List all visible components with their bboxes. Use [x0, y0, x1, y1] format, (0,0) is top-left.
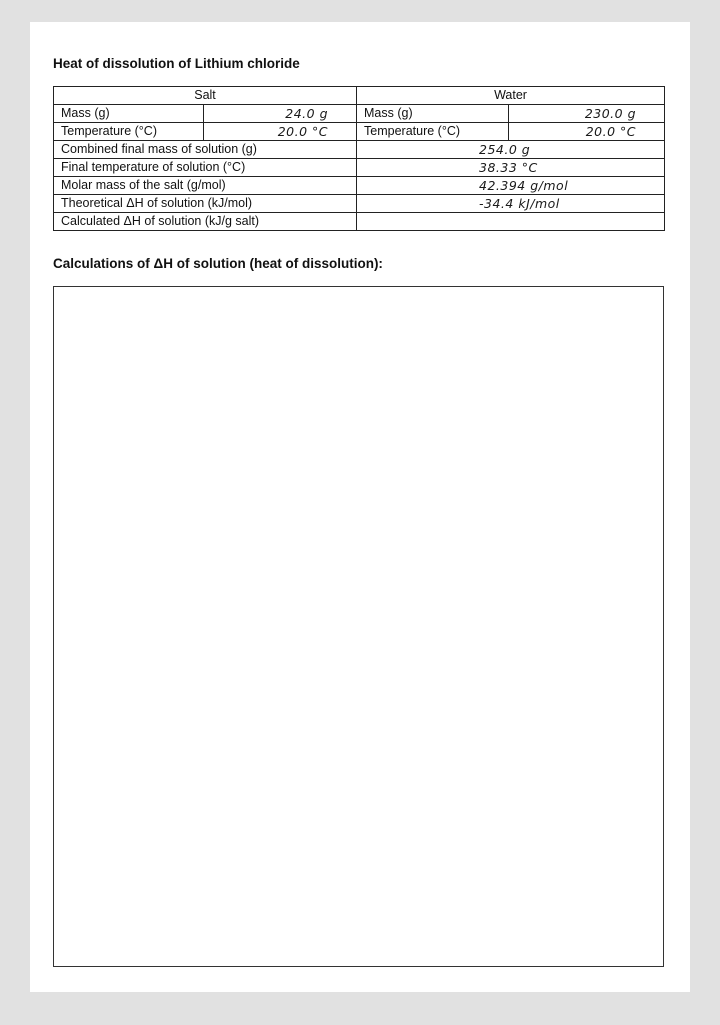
salt-mass-value: 24.0 g — [204, 105, 357, 123]
calculated-dh-label: Calculated ΔH of solution (kJ/g salt) — [54, 213, 357, 231]
theoretical-dh-value: -34.4 kJ/mol — [357, 195, 665, 213]
final-temperature-label: Final temperature of solution (°C) — [54, 159, 357, 177]
table-header-row — [54, 87, 665, 105]
salt-temperature-value: 20.0 °C — [204, 123, 357, 141]
combined-mass-label: Combined final mass of solution (g) — [54, 141, 357, 159]
table-row — [54, 177, 665, 195]
molar-mass-label: Molar mass of the salt (g/mol) — [54, 177, 357, 195]
final-temperature-value: 38.33 °C — [357, 159, 665, 177]
worksheet-page — [30, 22, 690, 992]
molar-mass-value: 42.394 g/mol — [357, 177, 665, 195]
worksheet-title: Heat of dissolution of Lithium chloride — [53, 56, 300, 71]
data-table — [53, 86, 665, 231]
combined-mass-value: 254.0 g — [357, 141, 665, 159]
calculated-dh-value[interactable] — [357, 213, 665, 231]
water-mass-value: 230.0 g — [509, 105, 665, 123]
table-row — [54, 195, 665, 213]
calculations-title: Calculations of ΔH of solution (heat of dissolution): — [53, 256, 383, 271]
table-row — [54, 141, 665, 159]
water-mass-label: Mass (g) — [357, 105, 509, 123]
table-row — [54, 159, 665, 177]
salt-header: Salt — [54, 87, 357, 105]
salt-temperature-label: Temperature (°C) — [54, 123, 204, 141]
table-row — [54, 123, 665, 141]
water-temperature-label: Temperature (°C) — [357, 123, 509, 141]
water-header: Water — [357, 87, 665, 105]
salt-mass-label: Mass (g) — [54, 105, 204, 123]
theoretical-dh-label: Theoretical ΔH of solution (kJ/mol) — [54, 195, 357, 213]
water-temperature-value: 20.0 °C — [509, 123, 665, 141]
calculations-area[interactable] — [53, 286, 664, 967]
table-row — [54, 213, 665, 231]
table-row — [54, 105, 665, 123]
